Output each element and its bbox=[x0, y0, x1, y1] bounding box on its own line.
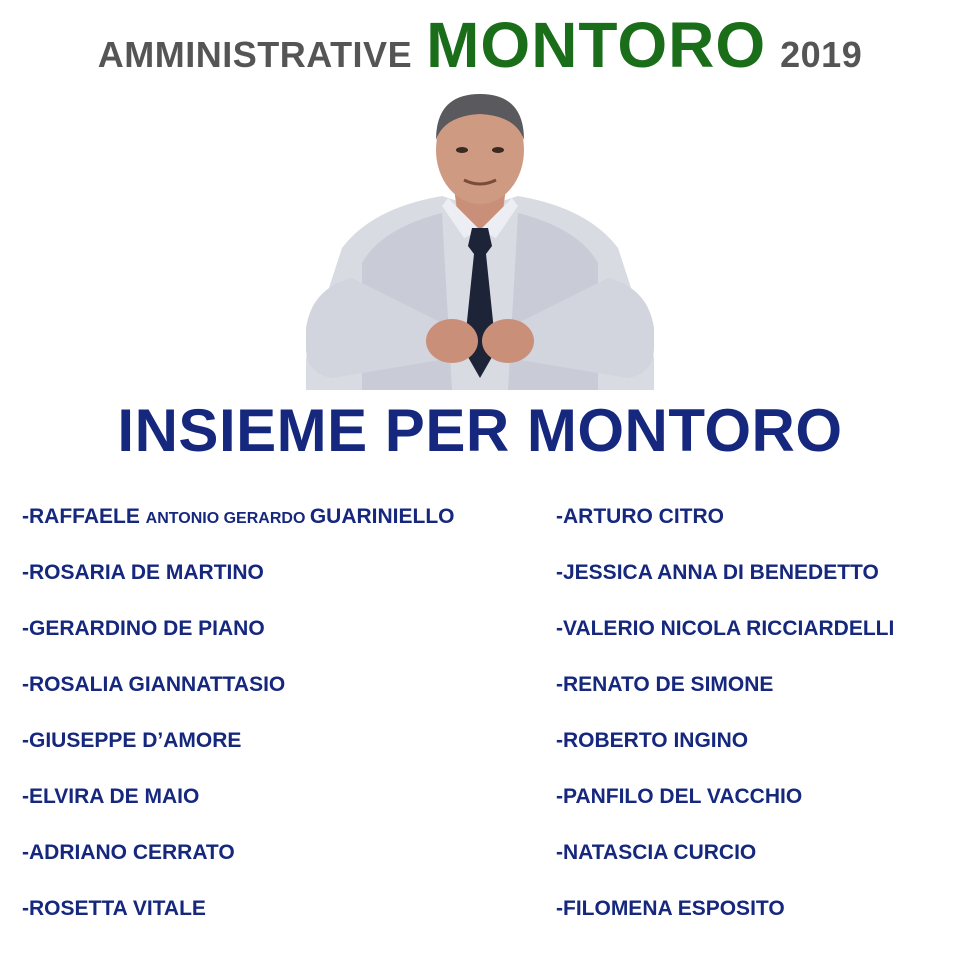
candidate-name: -GIUSEPPE D’AMORE bbox=[22, 729, 242, 752]
candidate-name: -ROSETTA VITALE bbox=[22, 897, 206, 920]
candidate-name: -VALERIO NICOLA RICCIARDELLI bbox=[556, 617, 895, 640]
candidate-name: -PANFILO DEL VACCHIO bbox=[556, 785, 803, 808]
candidates-right-column bbox=[556, 503, 894, 951]
title-year: 2019 bbox=[780, 34, 863, 75]
candidate-name: -ARTURO CITRO bbox=[556, 505, 724, 528]
candidate-name: -ROBERTO INGINO bbox=[556, 729, 749, 752]
candidate-name: -JESSICA ANNA DI BENEDETTO bbox=[556, 561, 879, 584]
candidate-name: -RENATO DE SIMONE bbox=[556, 673, 774, 696]
candidate-name: -ROSALIA GIANNATTASIO bbox=[22, 673, 286, 696]
title-administrative: AMMINISTRATIVE bbox=[97, 34, 413, 75]
candidate-name: -FILOMENA ESPOSITO bbox=[556, 897, 785, 920]
title-montoro: MONTORO bbox=[426, 9, 767, 81]
candidate-name: -ADRIANO CERRATO bbox=[22, 841, 235, 864]
candidate-name: -ELVIRA DE MAIO bbox=[22, 785, 200, 808]
slogan: INSIEME PER MONTORO bbox=[117, 397, 843, 464]
candidates-left-column bbox=[22, 503, 455, 951]
page-title bbox=[0, 8, 960, 88]
candidate-name: -ROSARIA DE MARTINO bbox=[22, 561, 264, 584]
candidate-portrait-photo bbox=[302, 88, 658, 390]
candidate-name: -GERARDINO DE PIANO bbox=[22, 617, 265, 640]
candidate-name: -NATASCIA CURCIO bbox=[556, 841, 757, 864]
candidate-name: -RAFFAELE ANTONIO GERARDO GUARINIELLO bbox=[22, 505, 455, 528]
